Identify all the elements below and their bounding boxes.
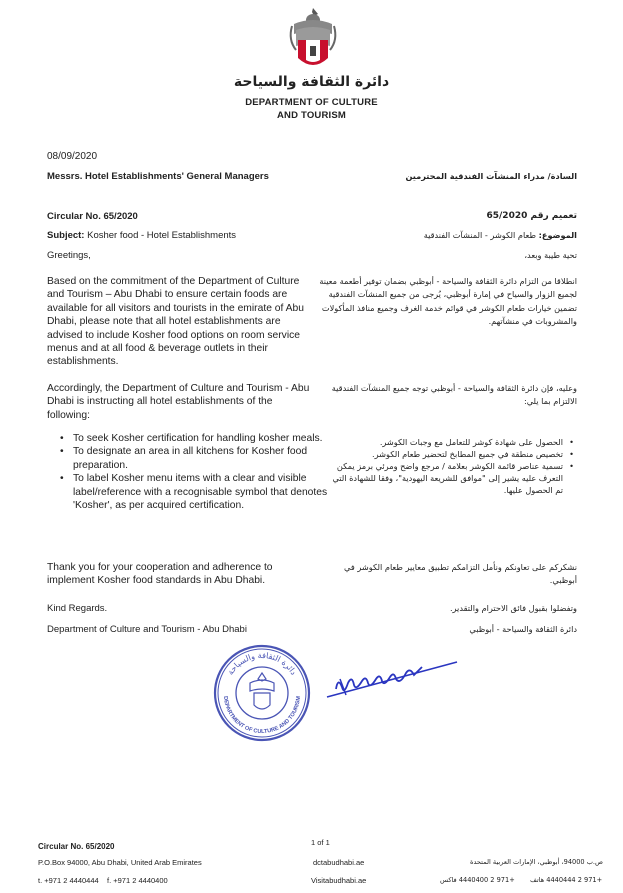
department-name-line2: AND TOURISM [276,110,347,121]
footer-fax-english: f. +971 2 4440400 [107,876,168,885]
paragraph-2-english: Accordingly, the Department of Culture and Tourism - Abu Dhabi is instructing all hotel establishments of the following: [47,383,310,421]
addressee-arabic: السادة/ مدراء المنشآت الفندقية المحترمين [405,171,577,181]
department-name-english [200,96,423,122]
footer-address-english: P.O.Box 94000, Abu Dhabi, United Arab Emirates [38,858,202,867]
stamp-falcon-icon [250,673,274,709]
footer-fax-arabic: +971 2 4440400 فاكس [440,876,515,884]
greeting-english: Greetings, [47,250,91,261]
falcon-emblem-logo [284,6,342,74]
stamp-english-text: DEPARTMENT OF CULTURE AND TOURISM [221,695,303,736]
sender-english: Department of Culture and Tourism - Abu Dhabi [47,624,247,635]
subject-value: Kosher food - Hotel Establishments [84,230,237,241]
paragraph-2-arabic: وعليه، فإن دائرة الثقافة والسياحة - أبوظبي توجه جميع المنشآت الفندقية الالتزام بما يلي: [331,383,577,407]
letter-date: 08/09/2020 [47,151,98,162]
list-item: • To label Kosher menu items with a clear and visible label/reference with a recognisable symbol that denotes 'Kosher', as per acquired certification. [73,472,329,512]
kind-regards-arabic: وتفضلوا بقبول فائق الاحترام والتقدير. [449,603,577,613]
department-name-arabic: دائرة الثقافة والسياحة [233,74,390,90]
addressee-english: Messrs. Hotel Establishments' General Managers [47,171,269,182]
list-item-arabic: • تخصيص منطقة في جميع المطابخ لتحضير طعام الكوشر. [325,448,563,460]
signature [322,657,462,702]
paragraph-1-arabic: انطلاقا من التزام دائرة الثقافة والسياحة - أبوظبي بضمان توفير أطعمة معينة لجميع الزوار والسياح في إمارة أبوظبي، يُرجى من جميع المنشآت الفندقية تضمين خيارات طعام الكوشر في قوائم خدمة الغرف وجميع منافذ المأكولات والمشروبات في منشآتهم. [319,276,577,327]
subject-english [47,230,236,241]
footer-telephone-arabic: +971 2 4440444 هاتف [530,876,603,884]
subject-label-arabic: الموضوع: [538,230,577,240]
greeting-arabic: تحية طيبة وبعد، [524,250,577,260]
bullet-list-arabic [325,436,577,496]
list-item-arabic: • الحصول على شهادة كوشر للتعامل مع وجبات الكوشر. [325,436,563,448]
department-name-line1: DEPARTMENT OF CULTURE [245,97,378,108]
list-item: • To designate an area in all kitchens for Kosher food preparation. [73,445,329,472]
footer-page-number: 1 of 1 [311,838,330,847]
official-stamp [212,643,312,743]
list-item: • To seek Kosher certification for handling kosher meals. [73,432,329,445]
sender-arabic: دائرة الثقافة والسياحة - أبوظبي [469,624,577,634]
paragraph-1-english: Based on the commitment of the Department of Culture and Tourism – Abu Dhabi to ensure certain foods are available for all visitors and tourists in the emirate of Abu Dhabi, please note that all hotel establishments are advised to include Kosher food options on room service menus and at all food & beverage outlets in their establishments. [47,276,304,368]
paragraph-3-arabic: نشكركم على تعاونكم ونأمل التزامكم تطبيق معايير طعام الكوشر في أبوظبي. [344,562,577,586]
bullet-list-english [47,432,329,512]
circular-number-arabic: تعميم رقم 65/2020 [486,211,577,221]
footer-website-1: dctabudhabi.ae [313,858,365,867]
footer-circular-number: Circular No. 65/2020 [38,842,115,851]
paragraph-3-english: Thank you for your cooperation and adherence to implement Kosher food standards in Abu Dhabi. [47,562,273,587]
list-item-arabic: • تسمية عناصر قائمة الكوشر بعلامة / مرجع واضح ومرئي برمز يمكن التعرف عليه يشير إلى "موافق للشريعة اليهودية"، وفقا للشهادة التي تم الحصول عليها. [325,460,563,496]
kind-regards-english: Kind Regards. [47,603,108,614]
footer-address-arabic: ص.ب 94000، أبوظبي، الإمارات العربية المتحدة [470,858,603,866]
subject-value-arabic: طعام الكوشر - المنشآت الفندقية [423,230,539,240]
subject-arabic [327,230,577,240]
subject-label: Subject: [47,230,85,241]
stamp-arabic-text: دائرة الثقافة والسياحة [225,650,299,677]
footer-telephone-english: t. +971 2 4440444 [38,876,99,885]
footer-website-2: Visitabudhabi.ae [311,876,367,885]
circular-number-english: Circular No. 65/2020 [47,211,138,222]
